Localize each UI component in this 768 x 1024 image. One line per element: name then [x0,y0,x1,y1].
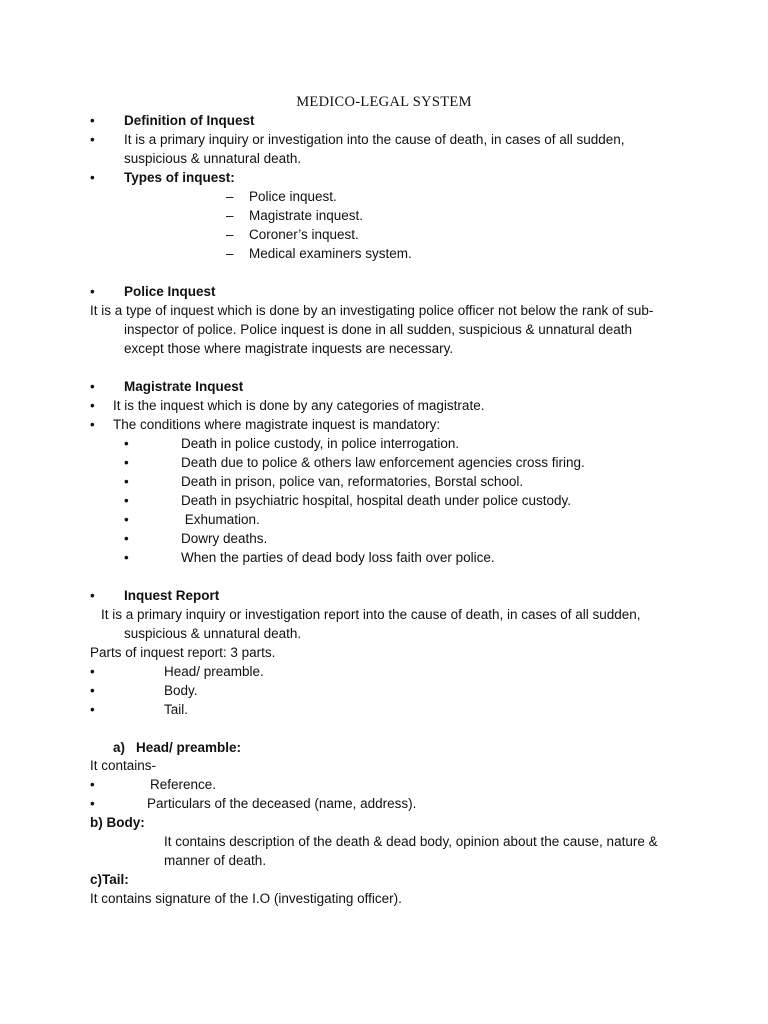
bullet-icon: • [90,170,95,185]
bullet-icon: • [90,796,95,811]
type-item-police: Police inquest. [249,189,337,204]
part-item: Head/ preamble. [164,664,264,679]
police-line1: It is a type of inquest which is done by an investigating police officer not below the rank of sub- [90,303,654,318]
part-item: Body. [164,683,198,698]
parts-intro: Parts of inquest report: 3 parts. [90,645,276,660]
report-line2: suspicious & unnatural death. [124,626,302,641]
condition-item: Death in prison, police van, reformatories, Borstal school. [181,474,524,489]
police-heading: Police Inquest [124,284,216,299]
head-contains: It contains- [90,758,157,773]
head-item: Reference. [150,777,217,792]
bullet-icon: • [90,664,95,679]
tail-line1: It contains signature of the I.O (investigating officer). [90,891,402,906]
condition-item: When the parties of dead body loss faith over police. [181,550,495,565]
type-item-medical-examiner: Medical examiners system. [249,246,412,261]
dash-icon: – [226,208,234,223]
condition-item: Death due to police & others law enforcement agencies cross firing. [181,455,585,470]
head-heading: Head/ preamble: [136,740,242,755]
bullet-icon: • [124,436,129,451]
body-line1: It contains description of the death & dead body, opinion about the cause, nature & [164,834,658,849]
magistrate-point1: It is the inquest which is done by any categories of magistrate. [113,398,485,413]
definition-text-line1: It is a primary inquiry or investigation into the cause of death, in cases of all sudden, [124,132,625,147]
bullet-icon: • [90,379,95,394]
bullet-icon: • [90,417,95,432]
bullet-icon: • [90,398,95,413]
head-heading-prefix: a) [113,740,126,755]
condition-item: Exhumation. [181,512,260,527]
type-item-magistrate: Magistrate inquest. [249,208,364,223]
definition-text-line2: suspicious & unnatural death. [124,151,302,166]
bullet-icon: • [124,455,129,470]
bullet-icon: • [90,777,95,792]
bullet-icon: • [90,683,95,698]
bullet-icon: • [124,512,129,527]
condition-item: Dowry deaths. [181,531,268,546]
dash-icon: – [226,246,234,261]
part-item: Tail. [164,702,189,717]
bullet-icon: • [90,113,95,128]
police-line2: inspector of police. Police inquest is done in all sudden, suspicious & unnatural death [124,322,633,337]
bullet-icon: • [124,531,129,546]
document-title: MEDICO-LEGAL SYSTEM [296,94,472,110]
dash-icon: – [226,227,234,242]
condition-item: Death in psychiatric hospital, hospital death under police custody. [181,493,571,508]
bullet-icon: • [90,132,95,147]
bullet-icon: • [124,493,129,508]
report-line1: It is a primary inquiry or investigation report into the cause of death, in cases of all sudden, [101,607,641,622]
head-item: Particulars of the deceased (name, address). [147,796,417,811]
report-heading: Inquest Report [124,588,220,603]
bullet-icon: • [124,474,129,489]
type-item-coroner: Coroner’s inquest. [249,227,359,242]
bullet-icon: • [90,702,95,717]
bullet-icon: • [90,588,95,603]
police-line3: except those where magistrate inquests are necessary. [124,341,454,356]
magistrate-heading: Magistrate Inquest [124,379,244,394]
bullet-icon: • [90,284,95,299]
definition-heading: Definition of Inquest [124,113,255,128]
body-line2: manner of death. [164,853,267,868]
condition-item: Death in police custody, in police interrogation. [181,436,460,451]
body-heading: b) Body: [90,815,145,830]
magistrate-point2: The conditions where magistrate inquest is mandatory: [113,417,441,432]
bullet-icon: • [124,550,129,565]
tail-heading: c)Tail: [90,872,129,887]
dash-icon: – [226,189,234,204]
types-heading: Types of inquest: [124,170,235,185]
